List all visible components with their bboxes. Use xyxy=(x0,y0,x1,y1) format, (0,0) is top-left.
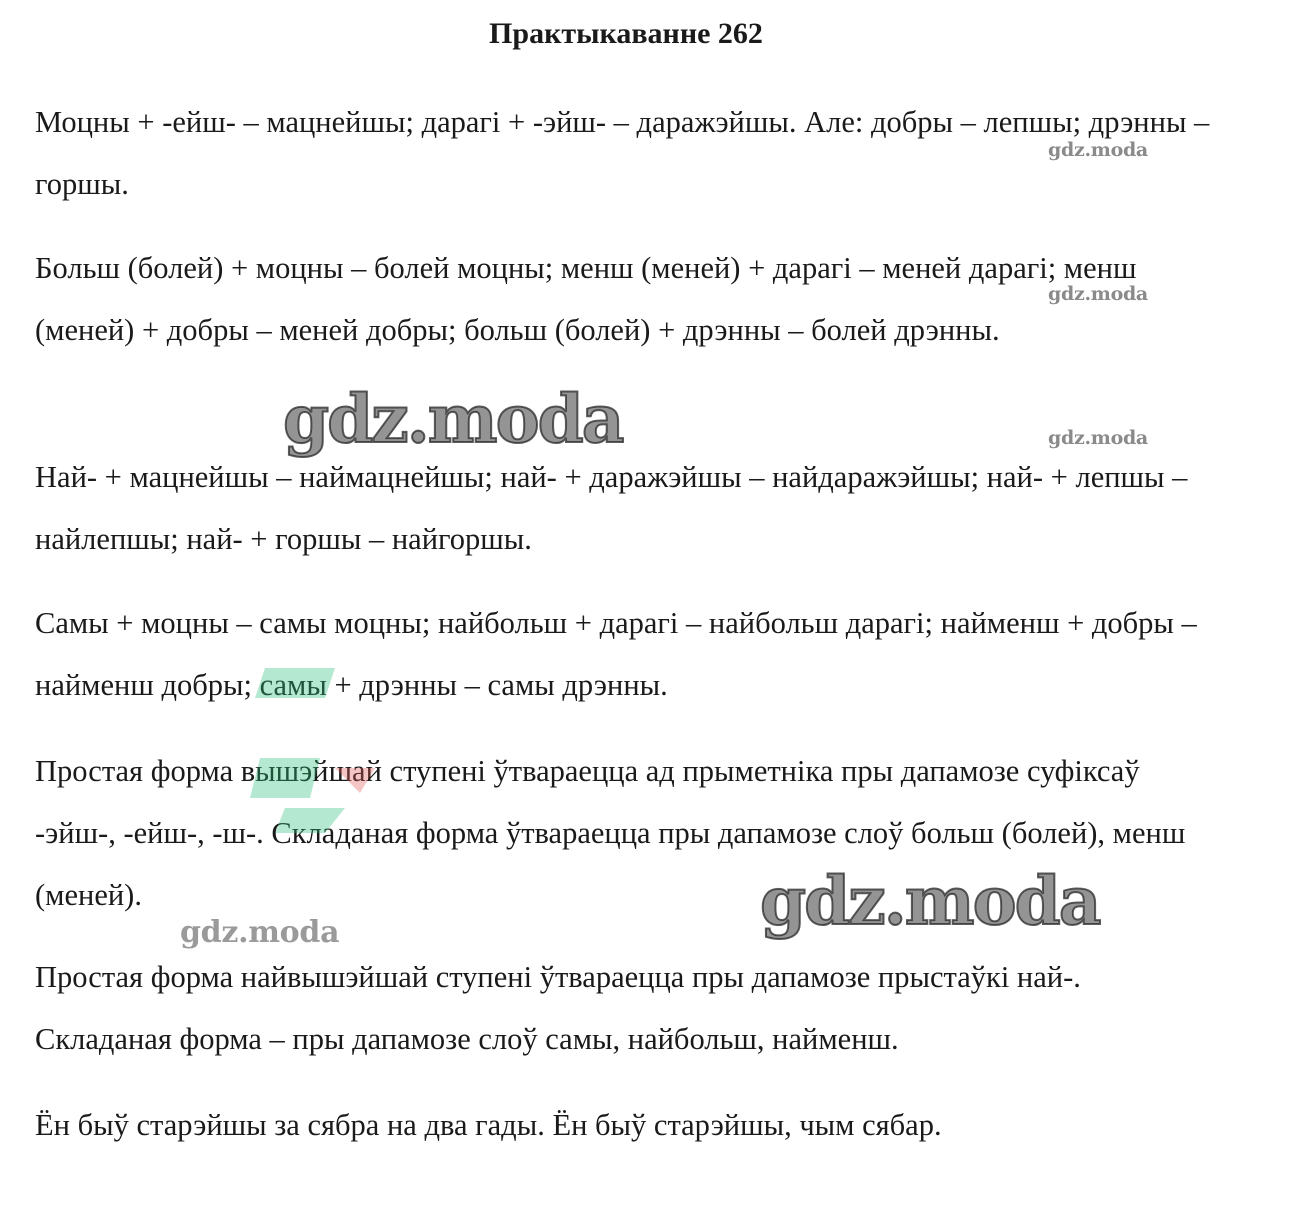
watermark-large-text: gdz.moda xyxy=(760,862,1100,940)
paragraph-6: Простая форма найвышэйшай ступені ўтвараецца пры дапамозе прыстаўкі най-. Складаная форма – пры дапамозе слоў самы, найбольш, найменш. xyxy=(35,960,1081,1056)
watermark-text: gdz.moda xyxy=(1048,427,1148,449)
watermark-text: gdz.moda xyxy=(1048,283,1148,305)
watermark-text: gdz.moda xyxy=(180,915,340,950)
watermark-text: gdz.moda xyxy=(1048,139,1148,161)
paragraph-4: Самы + моцны – самы моцны; найбольш + дарагі – найбольш дарагі; найменш + добры – найменш добры; самы + дрэнны – самы дрэнны. xyxy=(35,606,1197,702)
paragraph-2: Больш (болей) + моцны – болей моцны; менш (меней) + дарагі – меней дарагі; менш (меней) + добры – меней добры; больш (болей) + дрэнны – болей дрэнны. xyxy=(35,251,1137,347)
exercise-title: Практыкаванне 262 xyxy=(489,17,763,50)
watermark-large-text: gdz.moda xyxy=(283,380,623,458)
paragraph-3: Най- + мацнейшы – наймацнейшы; най- + даражэйшы – найдаражэйшы; най- + лепшы – найлепшы; най- + горшы – найгоршы. xyxy=(35,460,1188,556)
paragraph-7: Ён быў старэйшы за сябра на два гады. Ён быў старэйшы, чым сябар. xyxy=(35,1108,942,1142)
paragraph-5: Простая форма вышэйшай ступені ўтвараецца ад прыметніка пры дапамозе суфіксаў -эйш-, -ейш-, -ш-. Складаная форма ўтвараецца пры дапамозе слоў больш (болей), менш (меней). xyxy=(35,754,1186,912)
watermark-logo-icon xyxy=(225,668,385,868)
paragraph-1: Моцны + -ейш- – мацнейшы; дарагі + -эйш- – даражэйшы. Але: добры – лепшы; дрэнны – горшы. xyxy=(35,105,1210,201)
